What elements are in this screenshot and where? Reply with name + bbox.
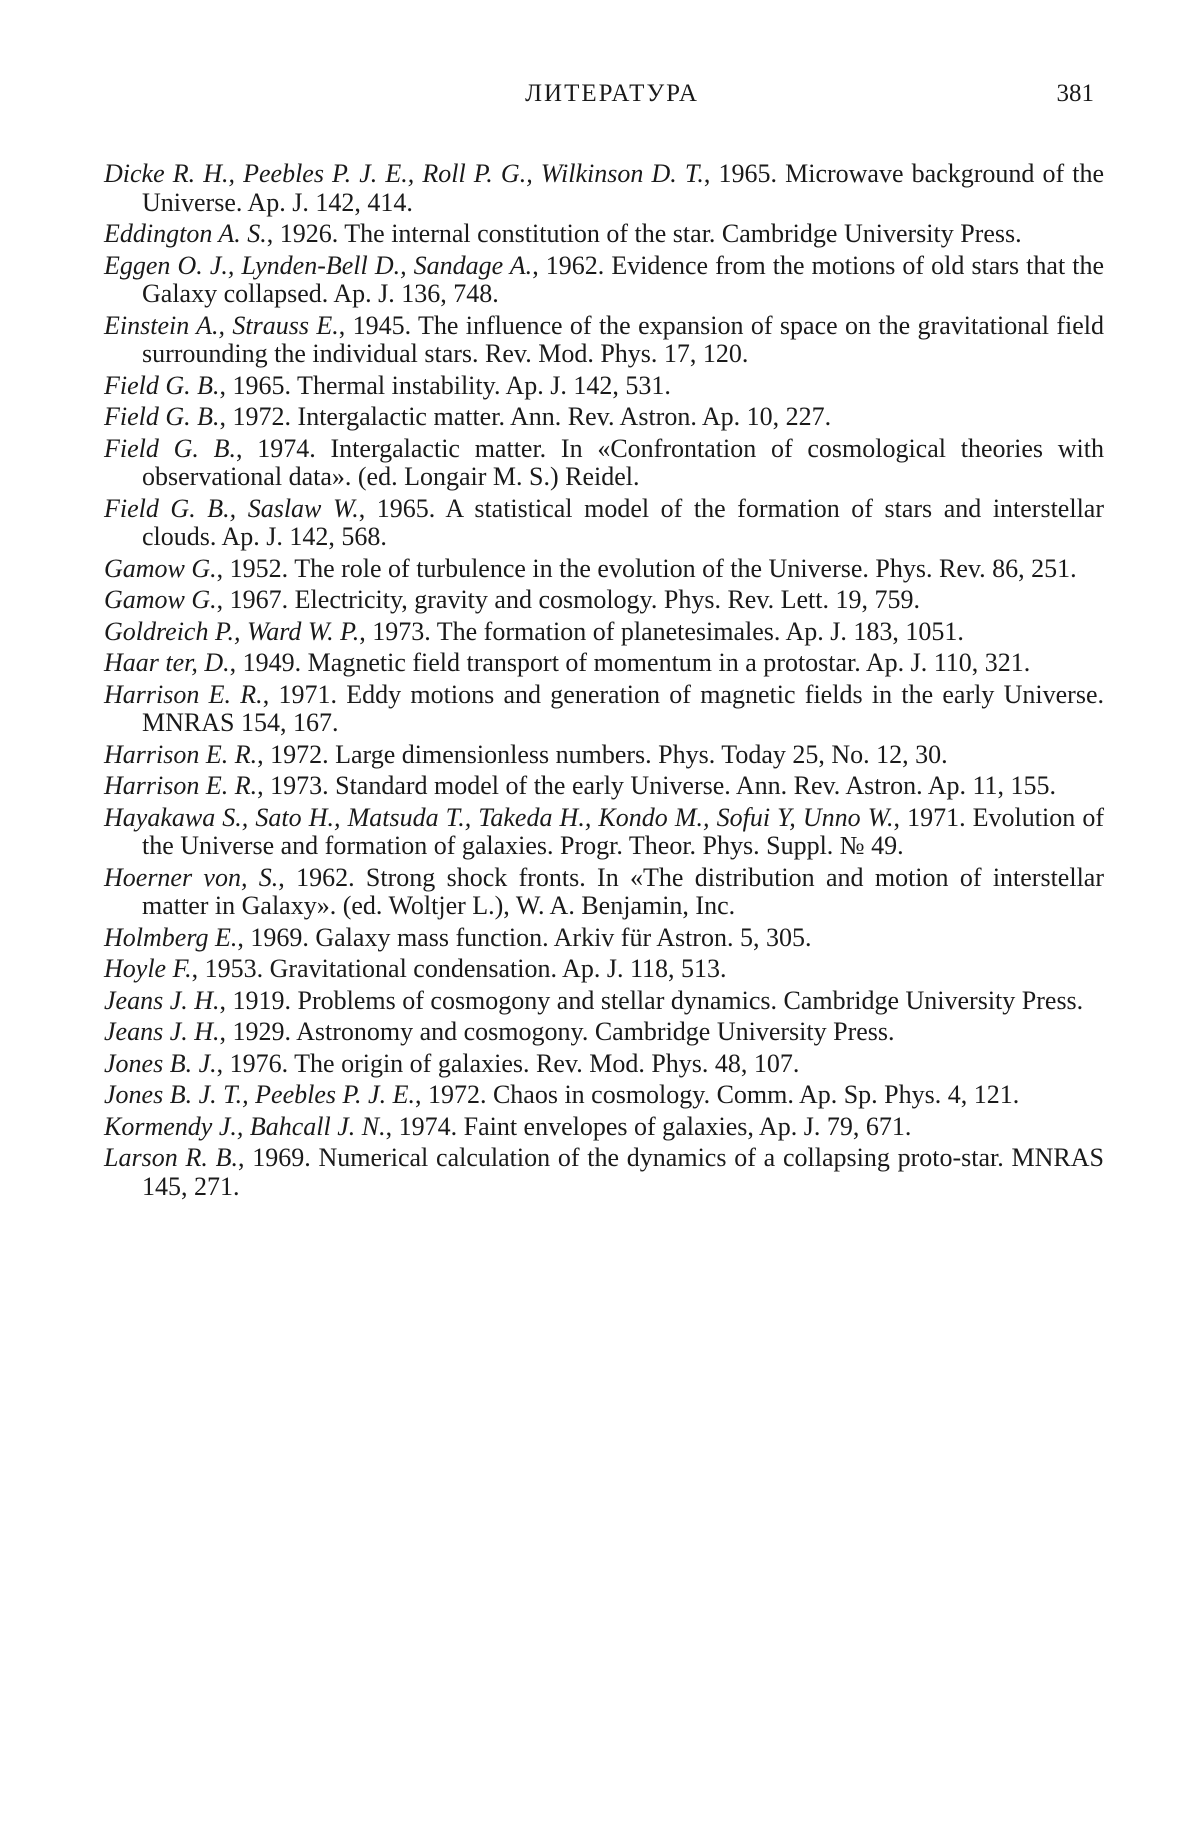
reference-details: , 1972. Intergalactic matter. Ann. Rev. Astron. Ap. 10, 227. [219, 402, 832, 431]
reference-details: , 1976. The origin of galaxies. Rev. Mod. Phys. 48, 107. [216, 1048, 800, 1078]
reference-entry [104, 586, 1104, 615]
reference-authors: Field G. B. [104, 433, 237, 463]
reference-entry [104, 555, 1104, 584]
reference-entry [104, 160, 1104, 217]
reference-details: , 1971. Evolution of the Universe and formation of galaxies. Progr. Theor. Phys. Suppl. № 49. [142, 802, 1104, 860]
reference-details: , 1973. Standard model of the early Universe. Ann. Rev. Astron. Ap. 11, 155. [257, 771, 1057, 800]
reference-details: , 1965. Thermal instability. Ap. J. 142, 531. [219, 370, 671, 400]
reference-details: , 1971. Eddy motions and generation of magnetic fields in the early Universe. MNRAS 154, 167. [142, 679, 1104, 737]
reference-entry [104, 741, 1104, 770]
reference-authors: Field G. B. [104, 370, 220, 400]
reference-entry [104, 495, 1104, 552]
reference-authors: Field G. B. [104, 402, 220, 431]
reference-details: , 1972. Large dimensionless numbers. Phys. Today 25, No. 12, 30. [257, 739, 948, 769]
reference-entry [104, 403, 1104, 432]
reference-details: , 1962. Evidence from the motions of old stars that the Galaxy collapsed. Ap. J. 136, 748. [142, 250, 1104, 308]
reference-entry [104, 220, 1104, 249]
reference-details: , 1969. Numerical calculation of the dynamics of a collapsing proto-star. MNRAS 145, 271. [142, 1143, 1104, 1201]
reference-details: , 1974. Intergalactic matter. In «Confrontation of cosmological theories with observational data». (ed. Longair M. S.) Reidel. [142, 433, 1105, 491]
reference-details: , 1929. Astronomy and cosmogony. Cambridge University Press. [219, 1017, 895, 1046]
reference-details: , 1973. The formation of planetesimales. Ap. J. 183, 1051. [359, 616, 964, 646]
reference-list [104, 160, 1104, 1204]
reference-entry [104, 1081, 1104, 1110]
reference-authors: Field G. B., Saslaw W. [104, 493, 359, 523]
reference-details: , 1965. Microwave background of the Universe. Ap. J. 142, 414. [142, 159, 1104, 217]
reference-entry [104, 804, 1104, 861]
reference-entry [104, 649, 1104, 678]
reference-details: , 1919. Problems of cosmogony and stellar dynamics. Cambridge University Press. [219, 985, 1084, 1015]
reference-entry [104, 1018, 1104, 1047]
reference-details: , 1952. The role of turbulence in the evolution of the Universe. Phys. Rev. 86, 251. [216, 553, 1077, 583]
reference-entry [104, 312, 1104, 369]
reference-authors: Gamow G. [104, 585, 217, 614]
reference-authors: Eddington A. S. [104, 219, 267, 248]
reference-authors: Goldreich P., Ward W. P. [104, 616, 360, 646]
reference-entry [104, 1113, 1104, 1142]
reference-entry [104, 987, 1104, 1016]
reference-entry [104, 772, 1104, 801]
reference-authors: Kormendy J., Bahcall J. N. [104, 1111, 386, 1141]
reference-details: , 1962. Strong shock fronts. In «The distribution and motion of interstellar matter in Galaxy». (ed. Woltjer L.), W. A. Benjamin, Inc. [142, 862, 1104, 920]
reference-entry [104, 955, 1104, 984]
reference-authors: Dicke R. H., Peebles P. J. E., Roll P. G., Wilkinson D. T. [104, 159, 704, 188]
reference-entry [104, 1144, 1104, 1201]
reference-entry [104, 372, 1104, 401]
reference-authors: Eggen O. J., Lynden-Bell D., Sandage A. [104, 250, 533, 280]
reference-entry [104, 864, 1104, 921]
page-number: 381 [1056, 80, 1094, 107]
reference-entry [104, 618, 1104, 647]
reference-authors: Hayakawa S., Sato H., Matsuda T., Takeda H., Kondo M., Sofui Y, Unno W. [104, 802, 894, 832]
reference-authors: Jeans J. H. [104, 985, 220, 1015]
reference-authors: Hoyle F. [104, 954, 192, 983]
reference-details: , 1953. Gravitational condensation. Ap. J. 118, 513. [191, 954, 727, 983]
reference-entry [104, 435, 1104, 492]
reference-details: , 1972. Chaos in cosmology. Comm. Ap. Sp. Phys. 4, 121. [414, 1080, 1020, 1109]
reference-details: , 1967. Electricity, gravity and cosmology. Phys. Rev. Lett. 19, 759. [216, 585, 921, 614]
reference-details: , 1974. Faint envelopes of galaxies, Ap. J. 79, 671. [385, 1111, 912, 1141]
reference-authors: Harrison E. R. [104, 679, 263, 709]
reference-entry [104, 681, 1104, 738]
reference-authors: Jeans J. H. [104, 1017, 220, 1046]
reference-entry [104, 924, 1104, 953]
reference-details: , 1949. Magnetic field transport of momentum in a protostar. Ap. J. 110, 321. [229, 648, 1031, 677]
reference-authors: Harrison E. R. [104, 771, 258, 800]
reference-details: , 1965. A statistical model of the formation of stars and interstellar clouds. Ap. J. 142, 568. [142, 493, 1104, 551]
reference-authors: Larson R. B. [104, 1143, 238, 1172]
reference-details: , 1969. Galaxy mass function. Arkiv für Astron. 5, 305. [237, 922, 812, 952]
reference-authors: Gamow G. [104, 553, 217, 583]
reference-authors: Jones B. J. [104, 1048, 217, 1078]
reference-authors: Jones B. J. T., Peebles P. J. E. [104, 1080, 415, 1109]
running-title: ЛИТЕРАТУРА [525, 80, 699, 107]
reference-entry [104, 252, 1104, 309]
reference-authors: Holmberg E. [104, 922, 238, 952]
reference-authors: Hoerner von, S. [104, 862, 279, 892]
reference-details: , 1945. The influence of the expansion of space on the gravitational field surrounding the individual stars. Rev. Mod. Phys. 17, 120. [142, 310, 1104, 368]
reference-authors: Haar ter, D. [104, 648, 230, 677]
reference-entry [104, 1050, 1104, 1079]
reference-authors: Harrison E. R. [104, 739, 258, 769]
reference-details: , 1926. The internal constitution of the star. Cambridge University Press. [266, 219, 1022, 248]
reference-authors: Einstein A., Strauss E. [104, 310, 339, 340]
page-header [124, 80, 1100, 120]
